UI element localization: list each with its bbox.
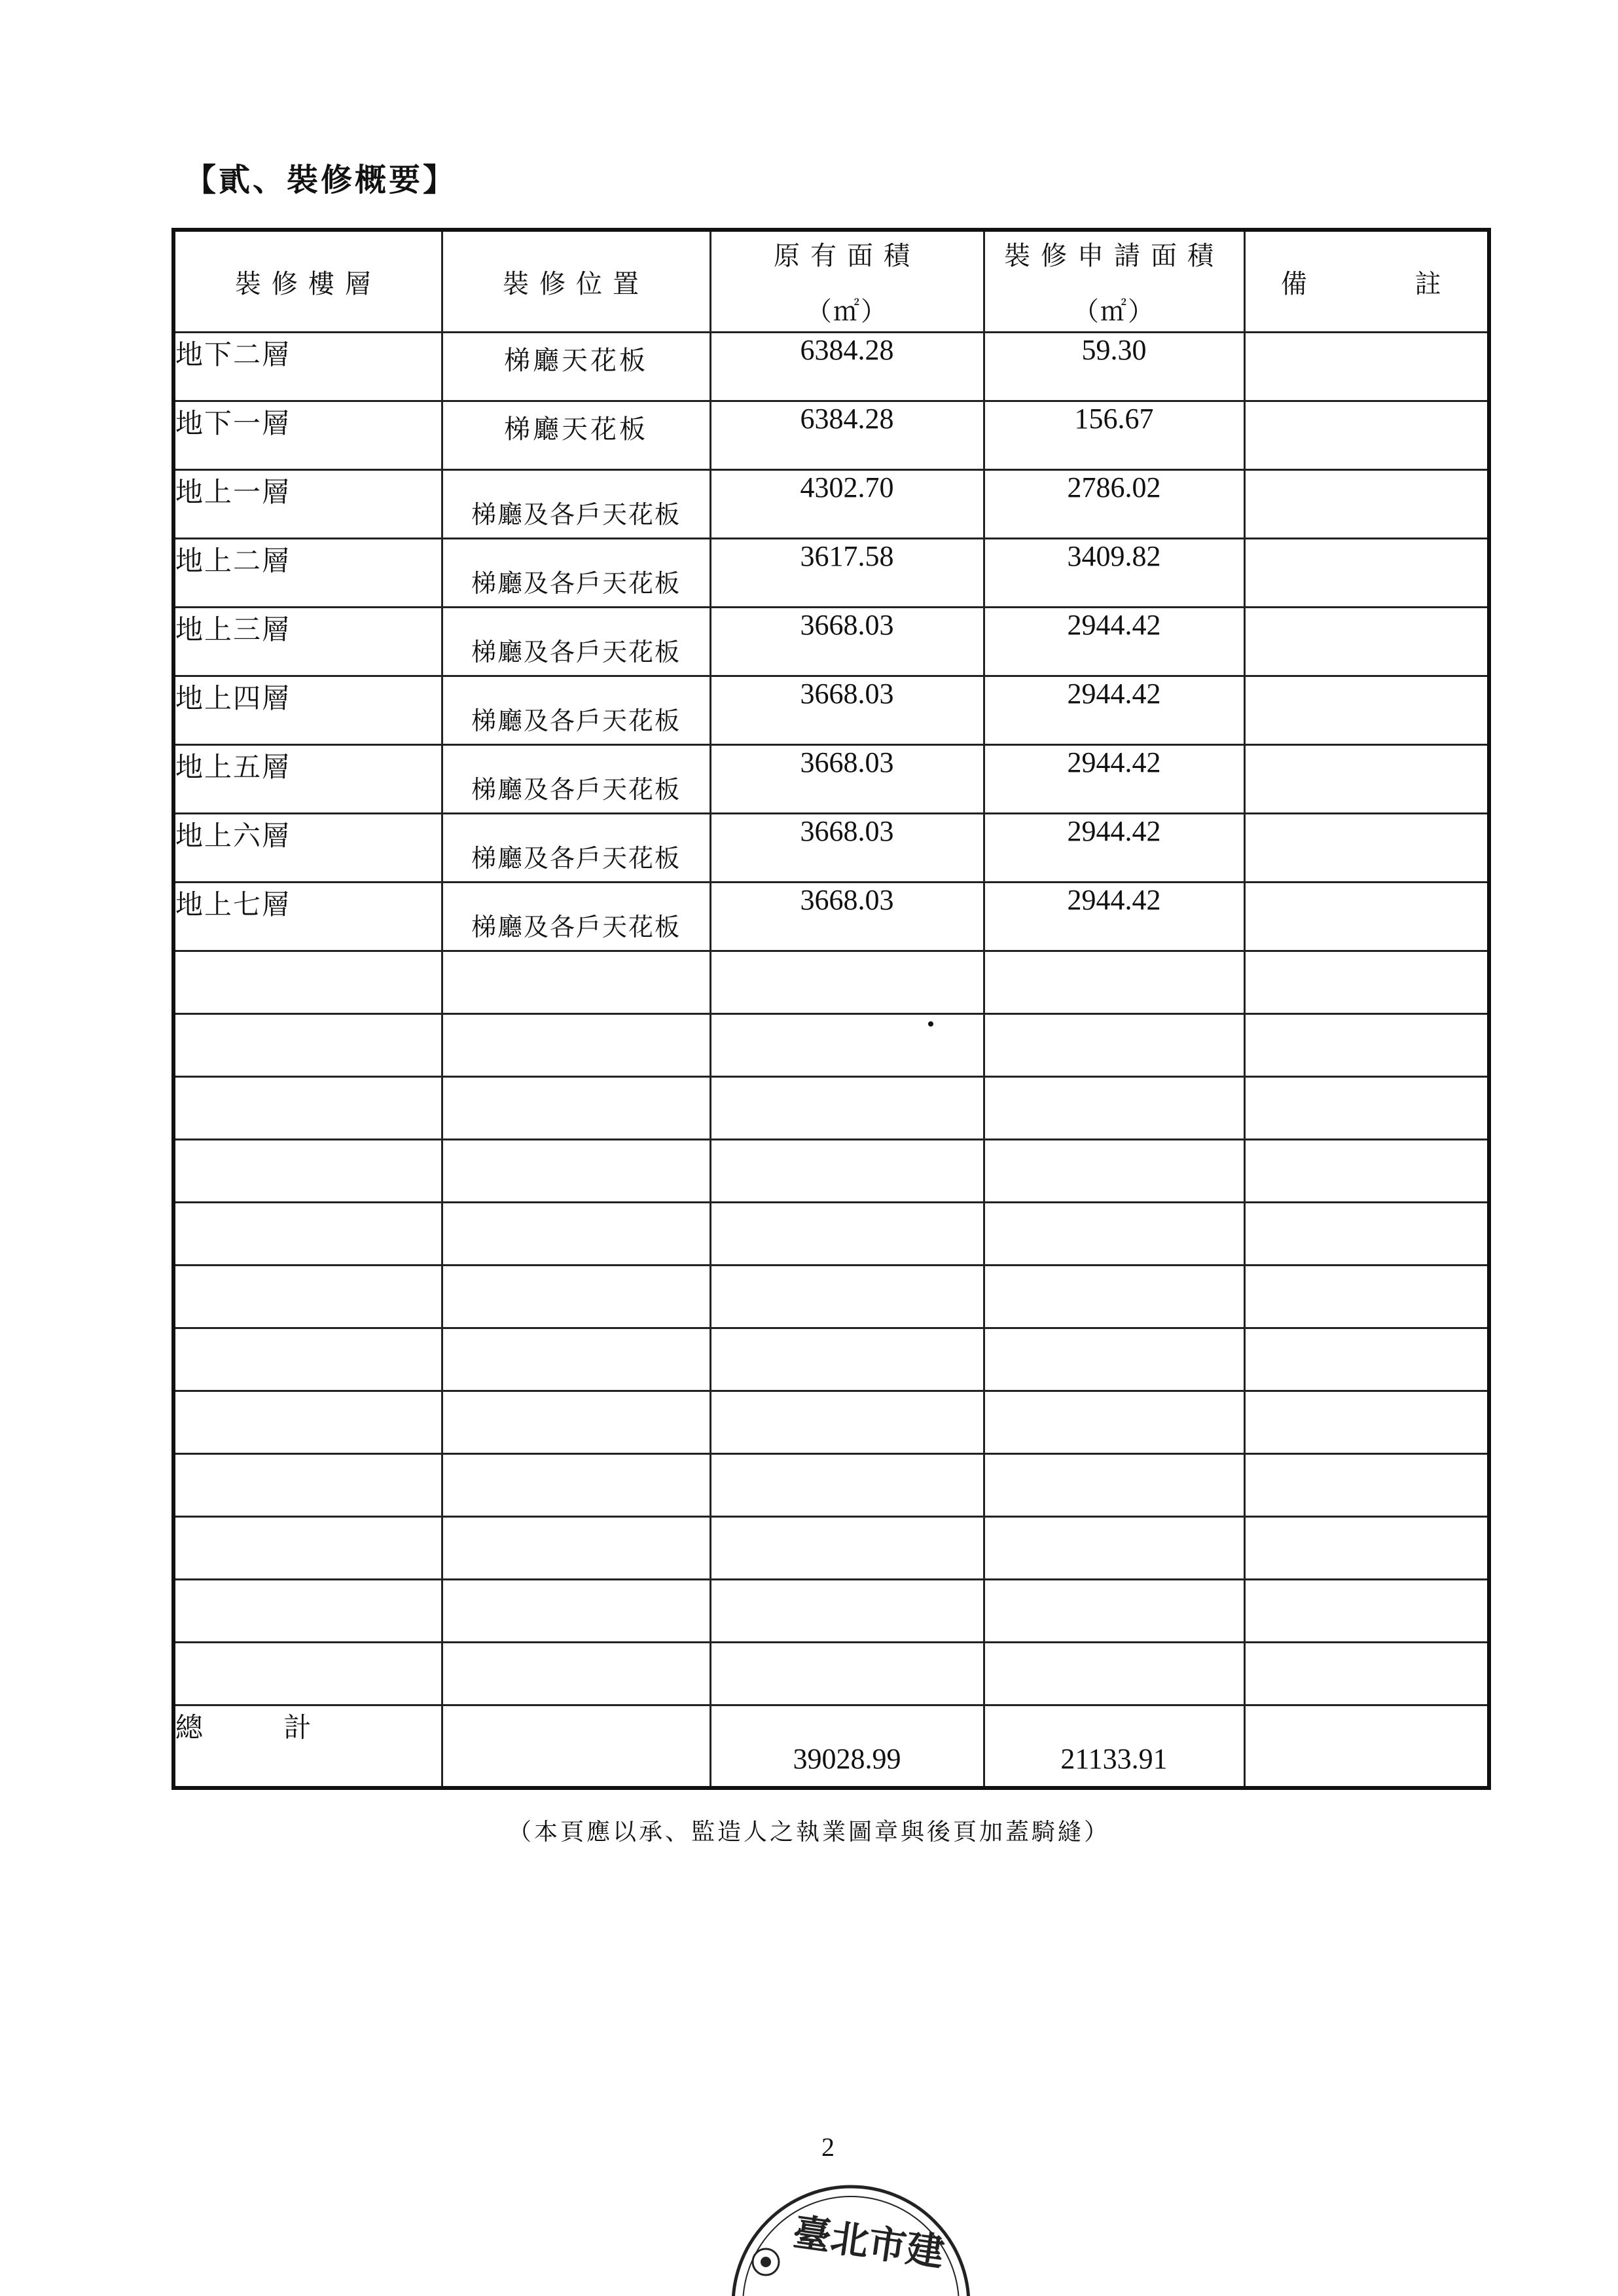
empty-cell <box>173 1266 442 1328</box>
empty-cell <box>173 1077 442 1140</box>
original-area-cell: 6384.28 <box>710 401 984 470</box>
empty-table-row <box>173 1580 1489 1643</box>
header-location: 裝修位置 <box>442 230 710 333</box>
empty-cell <box>1244 1077 1489 1140</box>
applied-area-cell: 2944.42 <box>984 608 1244 676</box>
footnote: （本頁應以承、監造人之執業圖章與後頁加蓋騎縫） <box>507 1819 1110 1846</box>
header-applied-area-unit: （㎡） <box>1073 297 1155 327</box>
empty-table-row <box>173 1014 1489 1077</box>
table-header-row <box>173 230 1489 333</box>
section-title: 【貳、裝修概要】 <box>185 162 458 198</box>
note-cell <box>1244 745 1489 814</box>
empty-table-row <box>173 951 1489 1014</box>
applied-area-cell: 59.30 <box>984 333 1244 401</box>
header-applied-area-label: 裝修申請面積 <box>1004 241 1224 271</box>
empty-cell <box>710 1266 984 1328</box>
empty-cell <box>442 1517 710 1580</box>
empty-cell <box>710 1517 984 1580</box>
empty-cell <box>984 1643 1244 1705</box>
empty-cell <box>442 1391 710 1454</box>
location-cell: 梯廳天花板 <box>442 333 710 401</box>
empty-cell <box>1244 1580 1489 1643</box>
empty-table-row <box>173 1266 1489 1328</box>
floor-cell: 地下一層 <box>173 401 442 470</box>
total-note-cell <box>1244 1705 1489 1789</box>
note-cell <box>1244 608 1489 676</box>
empty-cell <box>1244 1266 1489 1328</box>
floor-cell: 地上六層 <box>173 814 442 883</box>
empty-cell <box>173 1391 442 1454</box>
empty-cell <box>442 1643 710 1705</box>
empty-cell <box>173 1014 442 1077</box>
location-cell: 梯廳及各戶天花板 <box>442 676 710 745</box>
header-original-area-unit: （㎡） <box>806 297 888 327</box>
empty-cell <box>984 1517 1244 1580</box>
table-row <box>173 883 1489 951</box>
total-label: 總 計 <box>173 1705 442 1789</box>
empty-cell <box>984 1454 1244 1517</box>
location-cell: 梯廳及各戶天花板 <box>442 745 710 814</box>
empty-cell <box>1244 1391 1489 1454</box>
floor-cell: 地上四層 <box>173 676 442 745</box>
empty-rows <box>173 951 1489 1705</box>
empty-table-row <box>173 1517 1489 1580</box>
empty-cell <box>442 1140 710 1203</box>
note-cell <box>1244 539 1489 608</box>
empty-table-row <box>173 1454 1489 1517</box>
original-area-cell: 3668.03 <box>710 814 984 883</box>
note-cell <box>1244 676 1489 745</box>
empty-cell <box>710 1454 984 1517</box>
empty-cell <box>173 1517 442 1580</box>
empty-cell <box>442 1266 710 1328</box>
empty-cell <box>984 951 1244 1014</box>
note-cell <box>1244 814 1489 883</box>
empty-cell <box>173 1580 442 1643</box>
empty-cell <box>173 1140 442 1203</box>
applied-area-cell: 2944.42 <box>984 745 1244 814</box>
empty-table-row <box>173 1140 1489 1203</box>
table-row <box>173 539 1489 608</box>
header-original-area-label: 原有面積 <box>774 241 920 271</box>
empty-cell <box>984 1140 1244 1203</box>
empty-cell <box>710 1077 984 1140</box>
empty-cell <box>1244 1203 1489 1266</box>
floor-cell: 地上二層 <box>173 539 442 608</box>
header-applied-area <box>984 230 1244 333</box>
location-cell: 梯廳及各戶天花板 <box>442 883 710 951</box>
table-row <box>173 814 1489 883</box>
empty-cell <box>710 1014 984 1077</box>
header-floor: 裝修樓層 <box>173 230 442 333</box>
original-area-cell: 3668.03 <box>710 883 984 951</box>
empty-cell <box>442 1580 710 1643</box>
applied-area-cell: 2786.02 <box>984 470 1244 539</box>
table-row <box>173 470 1489 539</box>
original-area-cell: 3668.03 <box>710 745 984 814</box>
empty-cell <box>173 1203 442 1266</box>
empty-cell <box>1244 1454 1489 1517</box>
empty-cell <box>984 1014 1244 1077</box>
empty-cell <box>173 1328 442 1391</box>
empty-cell <box>984 1391 1244 1454</box>
applied-area-cell: 2944.42 <box>984 814 1244 883</box>
empty-cell <box>710 1643 984 1705</box>
empty-table-row <box>173 1643 1489 1705</box>
applied-area-cell: 156.67 <box>984 401 1244 470</box>
scan-speck <box>928 1021 933 1027</box>
header-note: 備 註 <box>1244 230 1489 333</box>
table-body <box>173 333 1489 951</box>
empty-cell <box>442 951 710 1014</box>
empty-cell <box>710 1203 984 1266</box>
location-cell: 梯廳及各戶天花板 <box>442 608 710 676</box>
seal-emblem-icon <box>753 2249 779 2275</box>
empty-cell <box>984 1266 1244 1328</box>
floor-cell: 地上三層 <box>173 608 442 676</box>
empty-cell <box>984 1203 1244 1266</box>
total-applied-area: 21133.91 <box>984 1705 1244 1789</box>
empty-cell <box>1244 1328 1489 1391</box>
floor-cell: 地上五層 <box>173 745 442 814</box>
svg-text:臺北市建: 臺北市建 <box>790 2210 947 2275</box>
empty-cell <box>1244 1014 1489 1077</box>
location-cell: 梯廳及各戶天花板 <box>442 814 710 883</box>
original-area-cell: 6384.28 <box>710 333 984 401</box>
note-cell <box>1244 883 1489 951</box>
applied-area-cell: 3409.82 <box>984 539 1244 608</box>
empty-cell <box>1244 1643 1489 1705</box>
floor-cell: 地上七層 <box>173 883 442 951</box>
empty-table-row <box>173 1328 1489 1391</box>
location-cell: 梯廳天花板 <box>442 401 710 470</box>
empty-cell <box>710 1140 984 1203</box>
table-row <box>173 745 1489 814</box>
location-cell: 梯廳及各戶天花板 <box>442 539 710 608</box>
empty-table-row <box>173 1203 1489 1266</box>
note-cell <box>1244 401 1489 470</box>
empty-cell <box>710 1328 984 1391</box>
empty-cell <box>442 1077 710 1140</box>
total-original-area: 39028.99 <box>710 1705 984 1789</box>
note-cell <box>1244 333 1489 401</box>
empty-table-row <box>173 1391 1489 1454</box>
original-area-cell: 3617.58 <box>710 539 984 608</box>
table-row <box>173 676 1489 745</box>
page-number: 2 <box>821 2132 835 2162</box>
original-area-cell: 3668.03 <box>710 676 984 745</box>
empty-cell <box>173 1454 442 1517</box>
empty-cell <box>173 951 442 1014</box>
original-area-cell: 4302.70 <box>710 470 984 539</box>
empty-cell <box>984 1328 1244 1391</box>
original-area-cell: 3668.03 <box>710 608 984 676</box>
total-location-cell <box>442 1705 710 1789</box>
empty-cell <box>442 1454 710 1517</box>
empty-table-row <box>173 1077 1489 1140</box>
seal-graphic <box>713 2174 988 2296</box>
empty-cell <box>1244 951 1489 1014</box>
empty-cell <box>710 951 984 1014</box>
empty-cell <box>442 1014 710 1077</box>
table-row <box>173 401 1489 470</box>
empty-cell <box>984 1580 1244 1643</box>
table-row <box>173 608 1489 676</box>
empty-cell <box>710 1580 984 1643</box>
applied-area-cell: 2944.42 <box>984 883 1244 951</box>
total-row <box>173 1705 1489 1789</box>
table-row <box>173 333 1489 401</box>
renovation-summary-table <box>171 228 1491 1790</box>
empty-cell <box>442 1203 710 1266</box>
applied-area-cell: 2944.42 <box>984 676 1244 745</box>
empty-cell <box>173 1643 442 1705</box>
official-seal-stamp <box>713 2174 988 2296</box>
empty-cell <box>1244 1517 1489 1580</box>
empty-cell <box>710 1391 984 1454</box>
header-original-area <box>710 230 984 333</box>
note-cell <box>1244 470 1489 539</box>
floor-cell: 地上一層 <box>173 470 442 539</box>
empty-cell <box>1244 1140 1489 1203</box>
empty-cell <box>442 1328 710 1391</box>
floor-cell: 地下二層 <box>173 333 442 401</box>
empty-cell <box>984 1077 1244 1140</box>
location-cell: 梯廳及各戶天花板 <box>442 470 710 539</box>
